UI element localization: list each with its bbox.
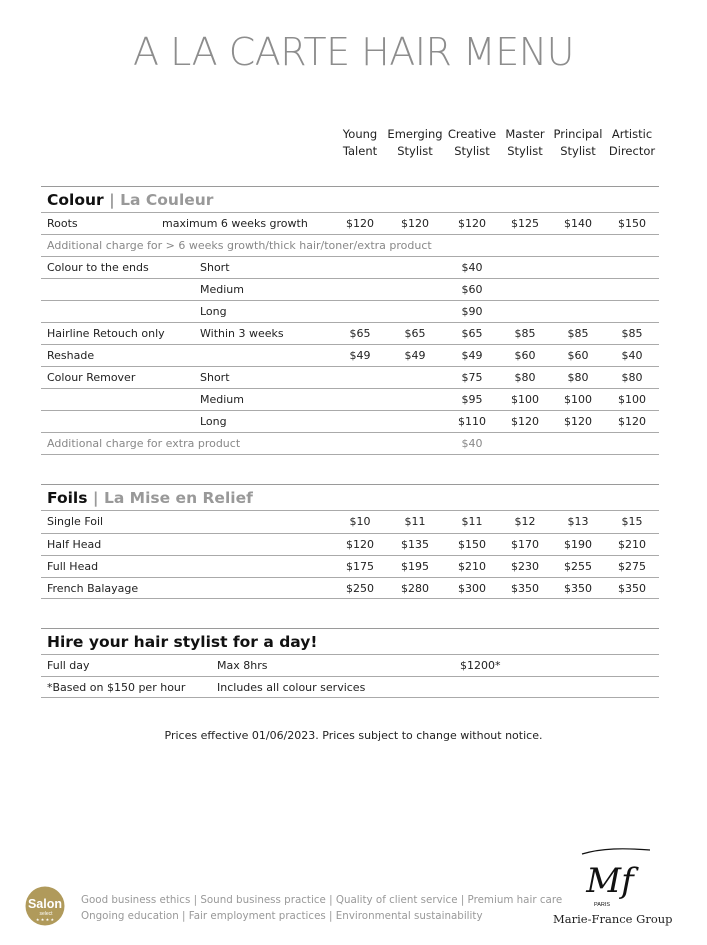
column-header-artistic-director: Artistic Director [608, 127, 656, 158]
svg-text:select: select [39, 911, 53, 917]
table-row: Medium $95 $100 $100 $100 [41, 388, 659, 410]
table-row: Additional charge for extra product $40 [41, 432, 659, 455]
table-row: Reshade $49 $49 $49 $60 $60 $40 [41, 344, 659, 366]
svg-text:Salon: Salon [27, 897, 63, 911]
table-row: Colour to the ends Short $40 [41, 256, 659, 278]
svg-text:PARIS: PARIS [593, 902, 611, 908]
table-row: Hairline Retouch only Within 3 weeks $65 $65 $65 $85 $85 $85 [41, 322, 659, 344]
brand-name: Marie-France Group [553, 912, 673, 926]
table-row: French Balayage $250 $280 $300 $350 $350 $350 [41, 577, 659, 599]
salon-select-logo [25, 886, 65, 926]
table-row: Single Foil $10 $11 $11 $12 $13 $15 [41, 510, 659, 532]
table-row: Full Head $175 $195 $210 $230 $255 $275 [41, 555, 659, 577]
column-header-creative-stylist: Creative Stylist [447, 127, 497, 158]
table-row: Roots maximum 6 weeks growth $120 $120 $120 $125 $140 $150 [41, 212, 659, 234]
svg-text:Mf: Mf [586, 861, 634, 901]
page-title: A LA CARTE HAIR MENU [133, 30, 574, 74]
marie-france-monogram-logo [562, 848, 660, 910]
svg-text:★ ★ ★ ★: ★ ★ ★ ★ [35, 917, 55, 922]
table-row: Colour Remover Short $75 $80 $80 $80 [41, 366, 659, 388]
footer-values-line-2: Ongoing education | Fair employment practices | Environmental sustainability [81, 910, 483, 922]
table-row: Additional charge for > 6 weeks growth/thick hair/toner/extra product [41, 234, 659, 256]
table-row: *Based on $150 per hour Includes all colour services [41, 676, 659, 698]
table-row: Long $110 $120 $120 $120 [41, 410, 659, 432]
price-notice: Prices effective 01/06/2023. Prices subject to change without notice. [164, 729, 543, 742]
footer-values-line-1: Good business ethics | Sound business practice | Quality of client service | Premium hair care [81, 894, 563, 906]
table-row: Full day Max 8hrs $1200* [41, 654, 659, 676]
table-row: Long $90 [41, 300, 659, 322]
table-row: Medium $60 [41, 278, 659, 300]
colour-section-heading: Colour | La Couleur [41, 186, 659, 212]
foils-section-heading: Foils | La Mise en Relief [41, 484, 659, 510]
column-header-emerging-stylist: Emerging Stylist [387, 127, 443, 158]
column-header-master-stylist: Master Stylist [505, 127, 545, 158]
table-row: Half Head $120 $135 $150 $170 $190 $210 [41, 533, 659, 555]
column-header-principal-stylist: Principal Stylist [553, 127, 603, 158]
hire-section-heading: Hire your hair stylist for a day! [41, 628, 659, 654]
column-header-young-talent: Young Talent [342, 127, 378, 158]
